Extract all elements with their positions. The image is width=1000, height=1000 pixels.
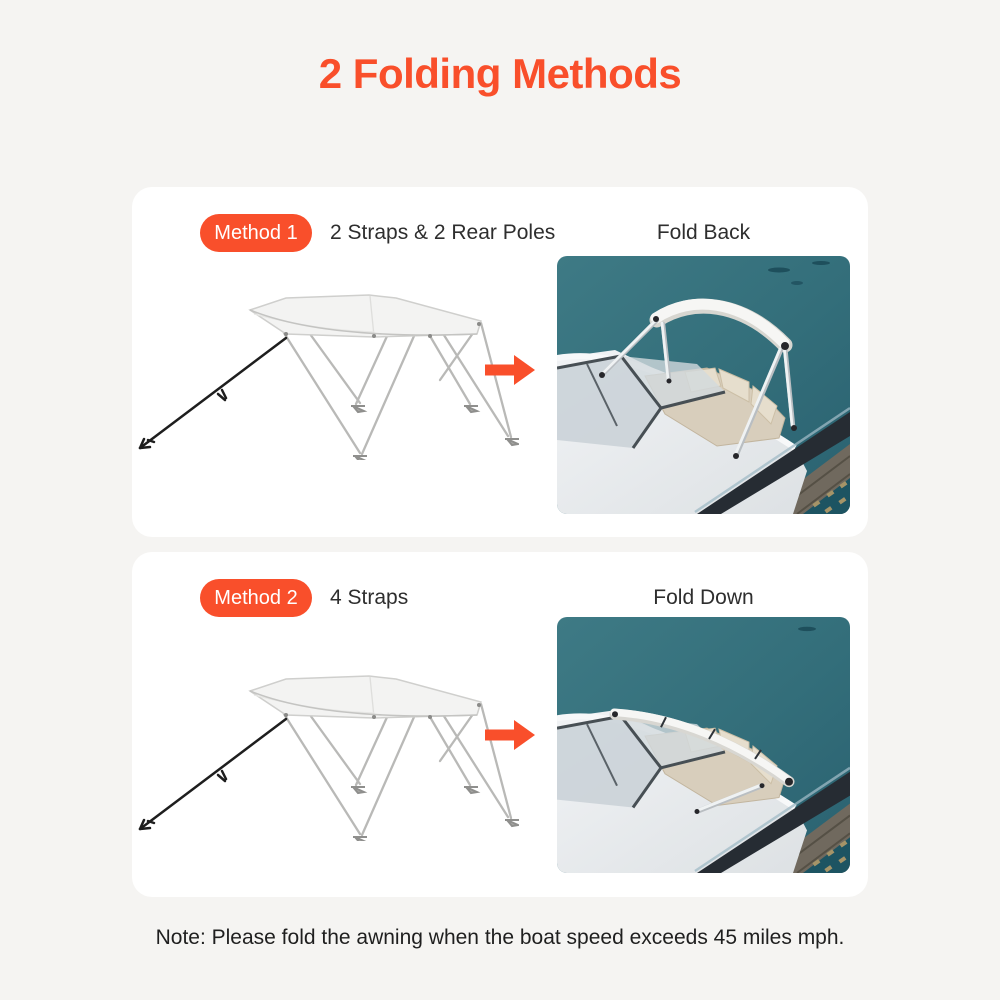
bimini-frame-illustration — [134, 651, 519, 841]
boat-bimini-folded-down-photo — [557, 617, 850, 873]
arrow-right-icon — [483, 355, 537, 385]
method-2-description: 4 Straps — [330, 586, 409, 609]
method-1-badge: Method 1 — [200, 214, 312, 252]
boat-bimini-folded-back-photo — [557, 256, 850, 514]
method-2-card — [132, 552, 868, 897]
bimini-frame-illustration — [134, 270, 519, 460]
page-title: 2 Folding Methods — [318, 50, 682, 97]
method-1-card — [132, 187, 868, 537]
arrow-right-icon — [483, 720, 537, 750]
method-1-description: 2 Straps & 2 Rear Poles — [330, 221, 556, 244]
method-1-result-label: Fold Back — [656, 221, 751, 244]
method-2-badge: Method 2 — [200, 579, 312, 617]
note-text: Note: Please fold the awning when the boat speed exceeds 45 miles mph. — [155, 926, 845, 949]
method-2-result-label: Fold Down — [653, 586, 754, 609]
